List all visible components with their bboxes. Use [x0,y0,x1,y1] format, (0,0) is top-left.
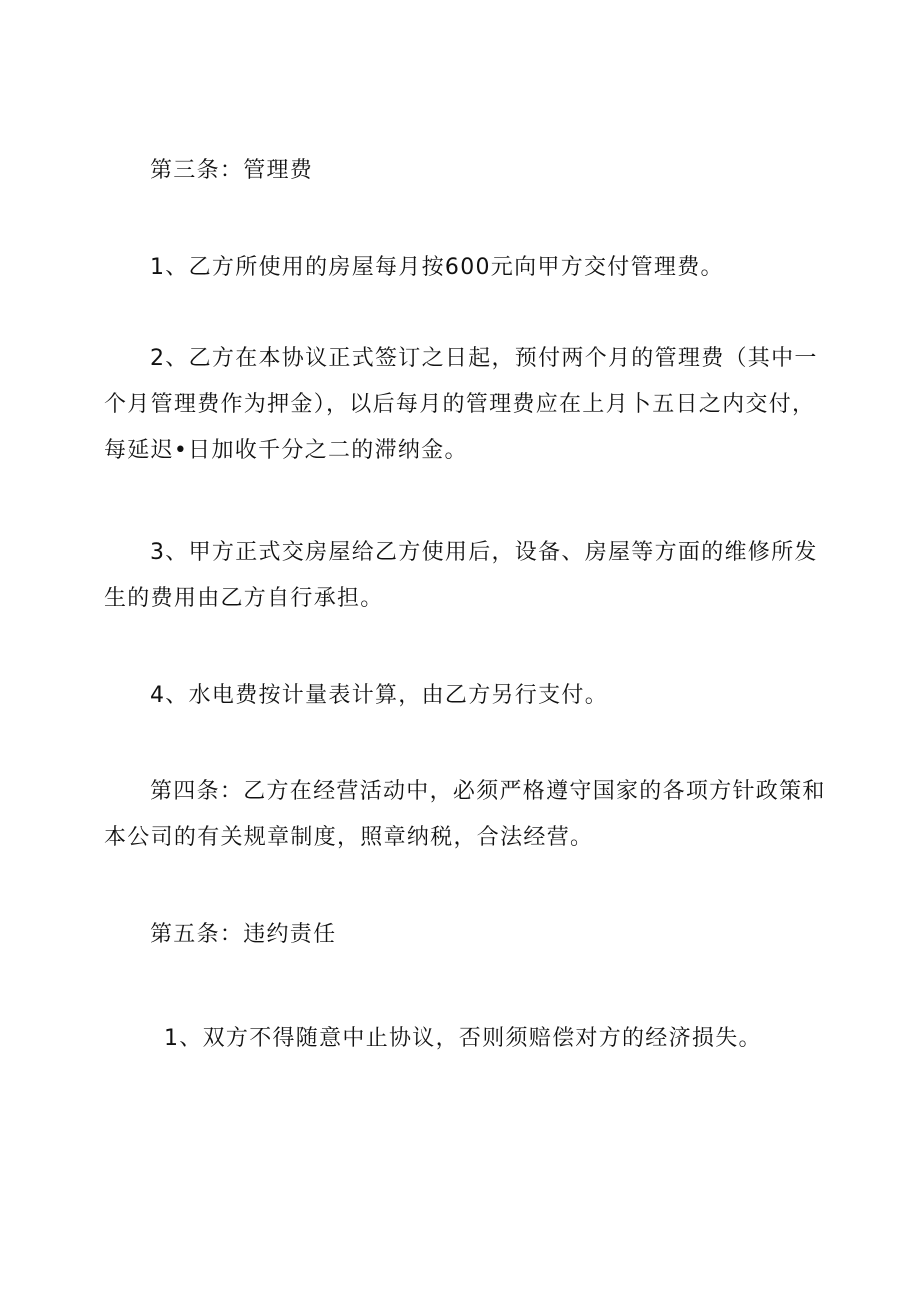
paragraph-line: 本公司的有关规章制度，照章纳税，合法经营。 [104,825,594,850]
heading-text: 第三条：管理费 [150,158,314,183]
paragraph-line: 每延迟•日加收千分之二的滞纳金。 [104,438,468,463]
paragraph-line: 1、乙方所使用的房屋每月按600元向甲方交付管理费。 [150,255,724,280]
article-3-item-2 [104,336,818,474]
paragraph-line: 4、水电费按计量表计算，由乙方另行支付。 [150,683,608,708]
article-3-heading [150,148,313,194]
paragraph-line: 生的费用由乙方自行承担。 [104,586,384,611]
paragraph-line: 个月管理费作为押金），以后每月的管理费应在上月卜五日之内交付， [104,392,816,417]
article-4 [104,769,826,861]
paragraph-line: 第四条：乙方在经营活动中，必须严格遵守国家的各项方针政策和 [150,779,826,804]
paragraph-line: 1、双方不得随意中止协议，否则须赔偿对方的经济损失。 [164,1026,762,1051]
paragraph-line: 3、甲方正式交房屋给乙方使用后，设备、房屋等方面的维修所发 [150,540,818,565]
paragraph-line: 2、乙方在本协议正式签订之日起，预付两个月的管理费（其中一 [150,346,818,371]
heading-text: 第五条：违约责任 [150,922,337,947]
article-3-item-3 [104,530,818,622]
article-5-item-1 [164,1016,762,1062]
article-3-item-4 [150,673,608,719]
article-5-heading [150,912,336,958]
article-3-item-1 [150,245,724,291]
